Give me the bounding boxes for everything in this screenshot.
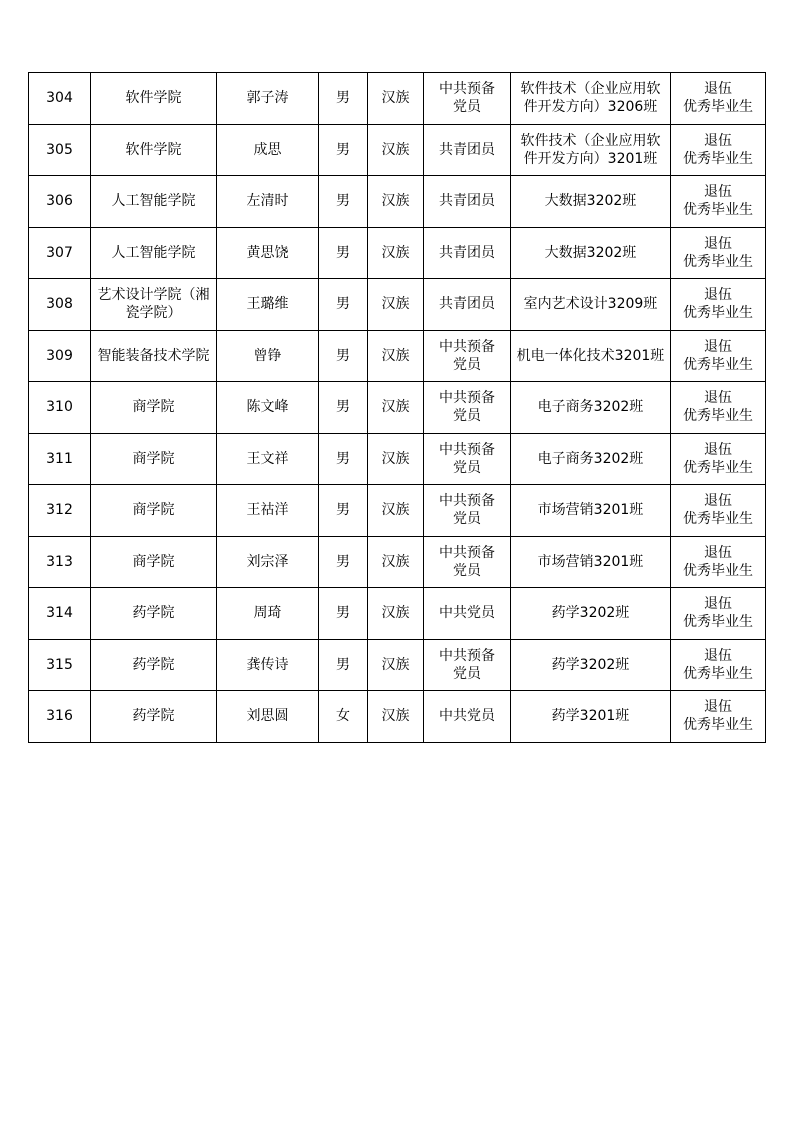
row-number: 310 — [29, 382, 91, 434]
row-number: 309 — [29, 330, 91, 382]
ethnicity-cell: 汉族 — [368, 485, 424, 537]
row-number: 314 — [29, 588, 91, 640]
row-number: 308 — [29, 279, 91, 331]
gender-cell: 男 — [319, 433, 368, 485]
political-status-cell: 中共预备 党员 — [424, 433, 511, 485]
honor-category-cell: 退伍 优秀毕业生 — [671, 691, 766, 743]
honor-category-cell: 退伍 优秀毕业生 — [671, 588, 766, 640]
honor-category-cell: 退伍 优秀毕业生 — [671, 536, 766, 588]
political-status-cell: 中共党员 — [424, 691, 511, 743]
ethnicity-cell: 汉族 — [368, 227, 424, 279]
class-cell: 市场营销3201班 — [511, 536, 671, 588]
college-cell: 智能装备技术学院 — [91, 330, 217, 382]
college-cell: 艺术设计学院（湘 瓷学院） — [91, 279, 217, 331]
row-number: 311 — [29, 433, 91, 485]
ethnicity-cell: 汉族 — [368, 588, 424, 640]
student-name-cell: 曾铮 — [217, 330, 319, 382]
ethnicity-cell: 汉族 — [368, 536, 424, 588]
honor-category-cell: 退伍 优秀毕业生 — [671, 485, 766, 537]
table-row — [29, 433, 766, 485]
class-cell: 室内艺术设计3209班 — [511, 279, 671, 331]
ethnicity-cell: 汉族 — [368, 382, 424, 434]
table-row — [29, 536, 766, 588]
political-status-cell: 中共预备 党员 — [424, 485, 511, 537]
ethnicity-cell: 汉族 — [368, 73, 424, 125]
political-status-cell: 中共预备 党员 — [424, 639, 511, 691]
table-row — [29, 176, 766, 228]
class-cell: 市场营销3201班 — [511, 485, 671, 537]
table-row — [29, 124, 766, 176]
roster-body — [29, 73, 766, 743]
class-cell: 软件技术（企业应用软 件开发方向）3201班 — [511, 124, 671, 176]
honor-category-cell: 退伍 优秀毕业生 — [671, 382, 766, 434]
class-cell: 药学3202班 — [511, 639, 671, 691]
political-status-cell: 中共党员 — [424, 588, 511, 640]
student-name-cell: 王祜洋 — [217, 485, 319, 537]
row-number: 316 — [29, 691, 91, 743]
class-cell: 药学3201班 — [511, 691, 671, 743]
honor-category-cell: 退伍 优秀毕业生 — [671, 433, 766, 485]
gender-cell: 男 — [319, 124, 368, 176]
table-row — [29, 382, 766, 434]
gender-cell: 男 — [319, 536, 368, 588]
ethnicity-cell: 汉族 — [368, 279, 424, 331]
political-status-cell: 中共预备 党员 — [424, 330, 511, 382]
ethnicity-cell: 汉族 — [368, 639, 424, 691]
ethnicity-cell: 汉族 — [368, 124, 424, 176]
honor-category-cell: 退伍 优秀毕业生 — [671, 279, 766, 331]
gender-cell: 男 — [319, 279, 368, 331]
political-status-cell: 共青团员 — [424, 279, 511, 331]
gender-cell: 男 — [319, 227, 368, 279]
college-cell: 商学院 — [91, 433, 217, 485]
ethnicity-cell: 汉族 — [368, 330, 424, 382]
college-cell: 商学院 — [91, 485, 217, 537]
gender-cell: 男 — [319, 639, 368, 691]
table-row — [29, 330, 766, 382]
political-status-cell: 中共预备 党员 — [424, 382, 511, 434]
row-number: 307 — [29, 227, 91, 279]
honor-category-cell: 退伍 优秀毕业生 — [671, 176, 766, 228]
ethnicity-cell: 汉族 — [368, 691, 424, 743]
student-name-cell: 成思 — [217, 124, 319, 176]
honor-category-cell: 退伍 优秀毕业生 — [671, 124, 766, 176]
class-cell: 软件技术（企业应用软 件开发方向）3206班 — [511, 73, 671, 125]
gender-cell: 男 — [319, 485, 368, 537]
student-name-cell: 龚传诗 — [217, 639, 319, 691]
gender-cell: 男 — [319, 588, 368, 640]
ethnicity-cell: 汉族 — [368, 176, 424, 228]
political-status-cell: 共青团员 — [424, 176, 511, 228]
honor-category-cell: 退伍 优秀毕业生 — [671, 227, 766, 279]
student-name-cell: 郭子涛 — [217, 73, 319, 125]
gender-cell: 男 — [319, 176, 368, 228]
college-cell: 软件学院 — [91, 124, 217, 176]
student-name-cell: 黄思饶 — [217, 227, 319, 279]
student-name-cell: 陈文峰 — [217, 382, 319, 434]
student-name-cell: 左清时 — [217, 176, 319, 228]
college-cell: 商学院 — [91, 382, 217, 434]
gender-cell: 女 — [319, 691, 368, 743]
table-row — [29, 485, 766, 537]
class-cell: 药学3202班 — [511, 588, 671, 640]
student-name-cell: 王文祥 — [217, 433, 319, 485]
class-cell: 大数据3202班 — [511, 227, 671, 279]
row-number: 315 — [29, 639, 91, 691]
student-name-cell: 周琦 — [217, 588, 319, 640]
gender-cell: 男 — [319, 330, 368, 382]
row-number: 306 — [29, 176, 91, 228]
student-name-cell: 王璐维 — [217, 279, 319, 331]
row-number: 313 — [29, 536, 91, 588]
gender-cell: 男 — [319, 382, 368, 434]
table-row — [29, 639, 766, 691]
college-cell: 人工智能学院 — [91, 176, 217, 228]
row-number: 312 — [29, 485, 91, 537]
row-number: 305 — [29, 124, 91, 176]
political-status-cell: 共青团员 — [424, 227, 511, 279]
class-cell: 大数据3202班 — [511, 176, 671, 228]
table-row — [29, 73, 766, 125]
political-status-cell: 中共预备 党员 — [424, 73, 511, 125]
political-status-cell: 共青团员 — [424, 124, 511, 176]
honor-category-cell: 退伍 优秀毕业生 — [671, 73, 766, 125]
row-number: 304 — [29, 73, 91, 125]
college-cell: 药学院 — [91, 588, 217, 640]
table-row — [29, 588, 766, 640]
college-cell: 药学院 — [91, 639, 217, 691]
table-row — [29, 691, 766, 743]
college-cell: 软件学院 — [91, 73, 217, 125]
political-status-cell: 中共预备 党员 — [424, 536, 511, 588]
student-name-cell: 刘宗泽 — [217, 536, 319, 588]
class-cell: 电子商务3202班 — [511, 382, 671, 434]
graduate-roster-table — [28, 72, 766, 743]
college-cell: 药学院 — [91, 691, 217, 743]
honor-category-cell: 退伍 优秀毕业生 — [671, 639, 766, 691]
honor-category-cell: 退伍 优秀毕业生 — [671, 330, 766, 382]
college-cell: 人工智能学院 — [91, 227, 217, 279]
class-cell: 电子商务3202班 — [511, 433, 671, 485]
table-row — [29, 279, 766, 331]
gender-cell: 男 — [319, 73, 368, 125]
ethnicity-cell: 汉族 — [368, 433, 424, 485]
college-cell: 商学院 — [91, 536, 217, 588]
class-cell: 机电一体化技术3201班 — [511, 330, 671, 382]
table-row — [29, 227, 766, 279]
student-name-cell: 刘思圆 — [217, 691, 319, 743]
